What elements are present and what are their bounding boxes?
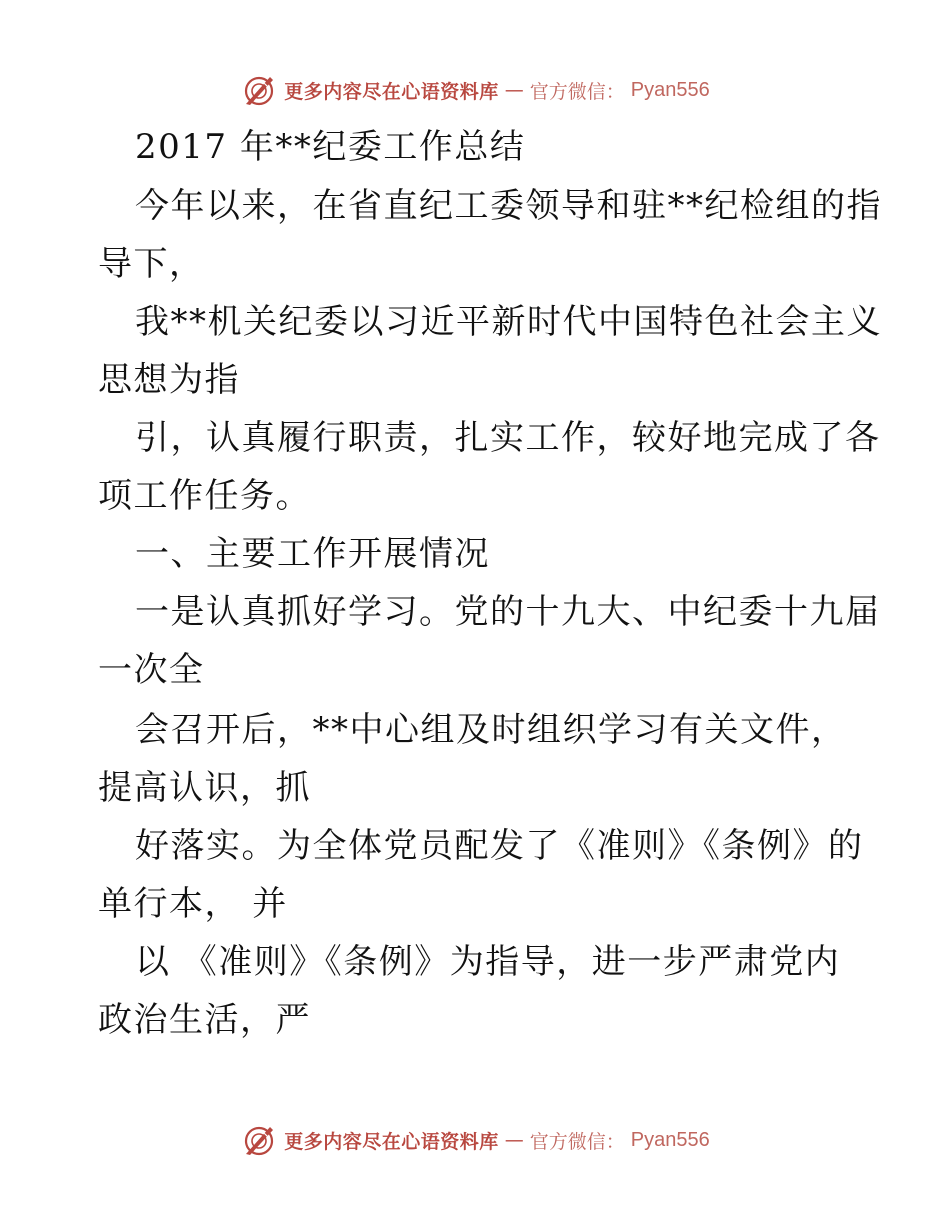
quill-pen-logo-icon [240, 1121, 278, 1159]
banner-dash: — [504, 1129, 524, 1151]
paragraph-line: 一次全 [98, 650, 205, 690]
banner-dash: — [504, 79, 524, 101]
banner-wechat-id: Pyan556 [630, 1128, 710, 1151]
banner-wechat-label: 官方微信： [529, 80, 625, 103]
paragraph-line: 会召开后，**中心组及时组织学习有关文件， [135, 710, 847, 750]
paragraph-line: 引，认真履行职责，扎实工作，较好地完成了各 [135, 418, 881, 458]
banner-wechat-label: 官方微信： [529, 1130, 625, 1153]
paragraph-line: 好落实。为全体党员配发了《准则》《条例》的 [135, 826, 864, 866]
paragraph-line: 政治生活，严 [98, 1000, 311, 1040]
section-heading: 一、主要工作开展情况 [135, 534, 490, 574]
paragraph-line: 项工作任务。 [98, 476, 311, 516]
paragraph-line: 提高认识，抓 [98, 768, 311, 808]
banner-text: 更多内容尽在心语资料库 [284, 1130, 499, 1153]
paragraph-line: 单行本， 并 [98, 884, 288, 924]
paragraph-line: 导下， [98, 244, 205, 284]
banner-wechat-id: Pyan556 [630, 78, 710, 101]
document-title: 2017 年**纪委工作总结 [135, 127, 526, 167]
paragraph-line: 今年以来，在省直纪工委领导和驻**纪检组的指 [135, 186, 882, 226]
paragraph-line: 思想为指 [98, 360, 240, 400]
paragraph-line: 以 《准则》《条例》为指导，进一步严肃党内 [135, 942, 841, 982]
banner-text: 更多内容尽在心语资料库 [284, 80, 499, 103]
paragraph-line: 我**机关纪委以习近平新时代中国特色社会主义 [135, 302, 882, 342]
footer-banner [0, 1118, 950, 1162]
paragraph-line: 一是认真抓好学习。党的十九大、中纪委十九届 [135, 592, 881, 632]
